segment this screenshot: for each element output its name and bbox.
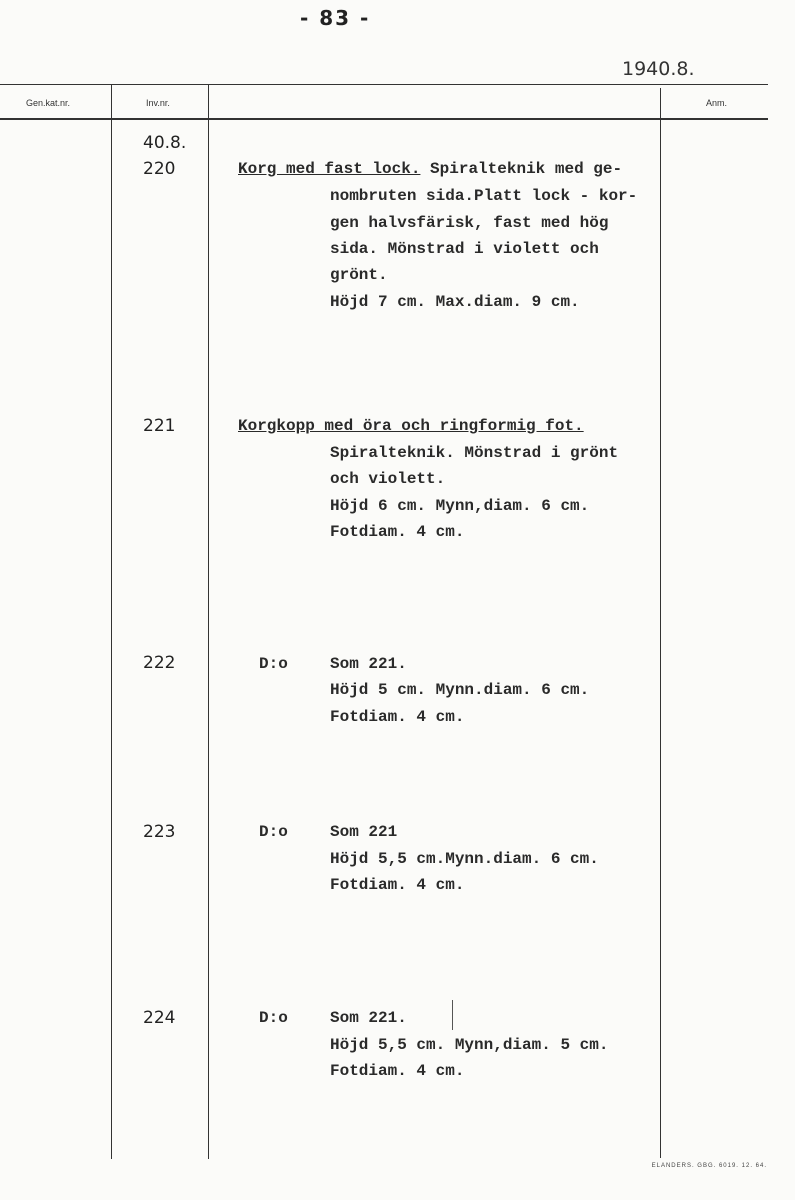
entry-line: och violett. [330,470,446,488]
entry-title-text: Korg med fast lock. [238,160,421,178]
column-header-gen-kat: Gen.kat.nr. [26,98,71,108]
entry-line: Spiralteknik med ge- [430,160,623,178]
entry-line: nombruten sida.Platt lock - kor- [330,187,638,205]
entry-line: Spiralteknik. Mönstrad i grönt [330,444,619,462]
entry-line: Fotdiam. 4 cm. [330,523,465,541]
entry-line: Höjd 5 cm. Mynn.diam. 6 cm. [330,681,590,699]
column-divider-1 [111,84,112,1159]
column-divider-3 [660,88,661,1158]
entry-line: gen halvsfärisk, fast med hög [330,214,609,232]
entry-line: Höjd 6 cm. Mynn,diam. 6 cm. [330,497,590,515]
entry-date-prefix: 40.8. [143,133,187,153]
ditto-mark: D:o [259,1009,288,1027]
ditto-mark: D:o [259,655,288,673]
inv-number: 222 [143,653,176,673]
entry-line: Höjd 7 cm. Max.diam. 9 cm. [330,293,580,311]
entry-line: Som 221. [330,1009,407,1027]
entry-title: Korgkopp med öra och ringformig fot. [238,417,584,435]
page-date: 1940.8. [622,58,695,80]
inv-number: 220 [143,159,176,179]
pencil-mark [452,1000,453,1030]
inv-number: 223 [143,822,176,842]
entry-line: Som 221 [330,823,398,841]
entry-line: Fotdiam. 4 cm. [330,1062,465,1080]
page-number: - 83 - [300,6,371,30]
column-header-anm: Anm. [706,98,728,108]
column-divider-2 [208,84,209,1159]
entry-line: sida. Mönstrad i violett och [330,240,599,258]
header-rule-bottom [0,118,768,120]
entry-line: Höjd 5,5 cm. Mynn,diam. 5 cm. [330,1036,609,1054]
entry-title [238,156,622,183]
header-rule-top [0,84,768,85]
column-header-inv: Inv.nr. [146,98,170,108]
entry-line: Fotdiam. 4 cm. [330,876,465,894]
ditto-mark: D:o [259,823,288,841]
inv-number: 221 [143,416,176,436]
entry-line: grönt. [330,266,388,284]
inv-number: 224 [143,1008,176,1028]
entry-line: Som 221. [330,655,407,673]
printer-imprint: ELANDERS. GBG. 6019. 12. 64. [651,1163,767,1169]
entry-line: Fotdiam. 4 cm. [330,708,465,726]
entry-line: Höjd 5,5 cm.Mynn.diam. 6 cm. [330,850,599,868]
